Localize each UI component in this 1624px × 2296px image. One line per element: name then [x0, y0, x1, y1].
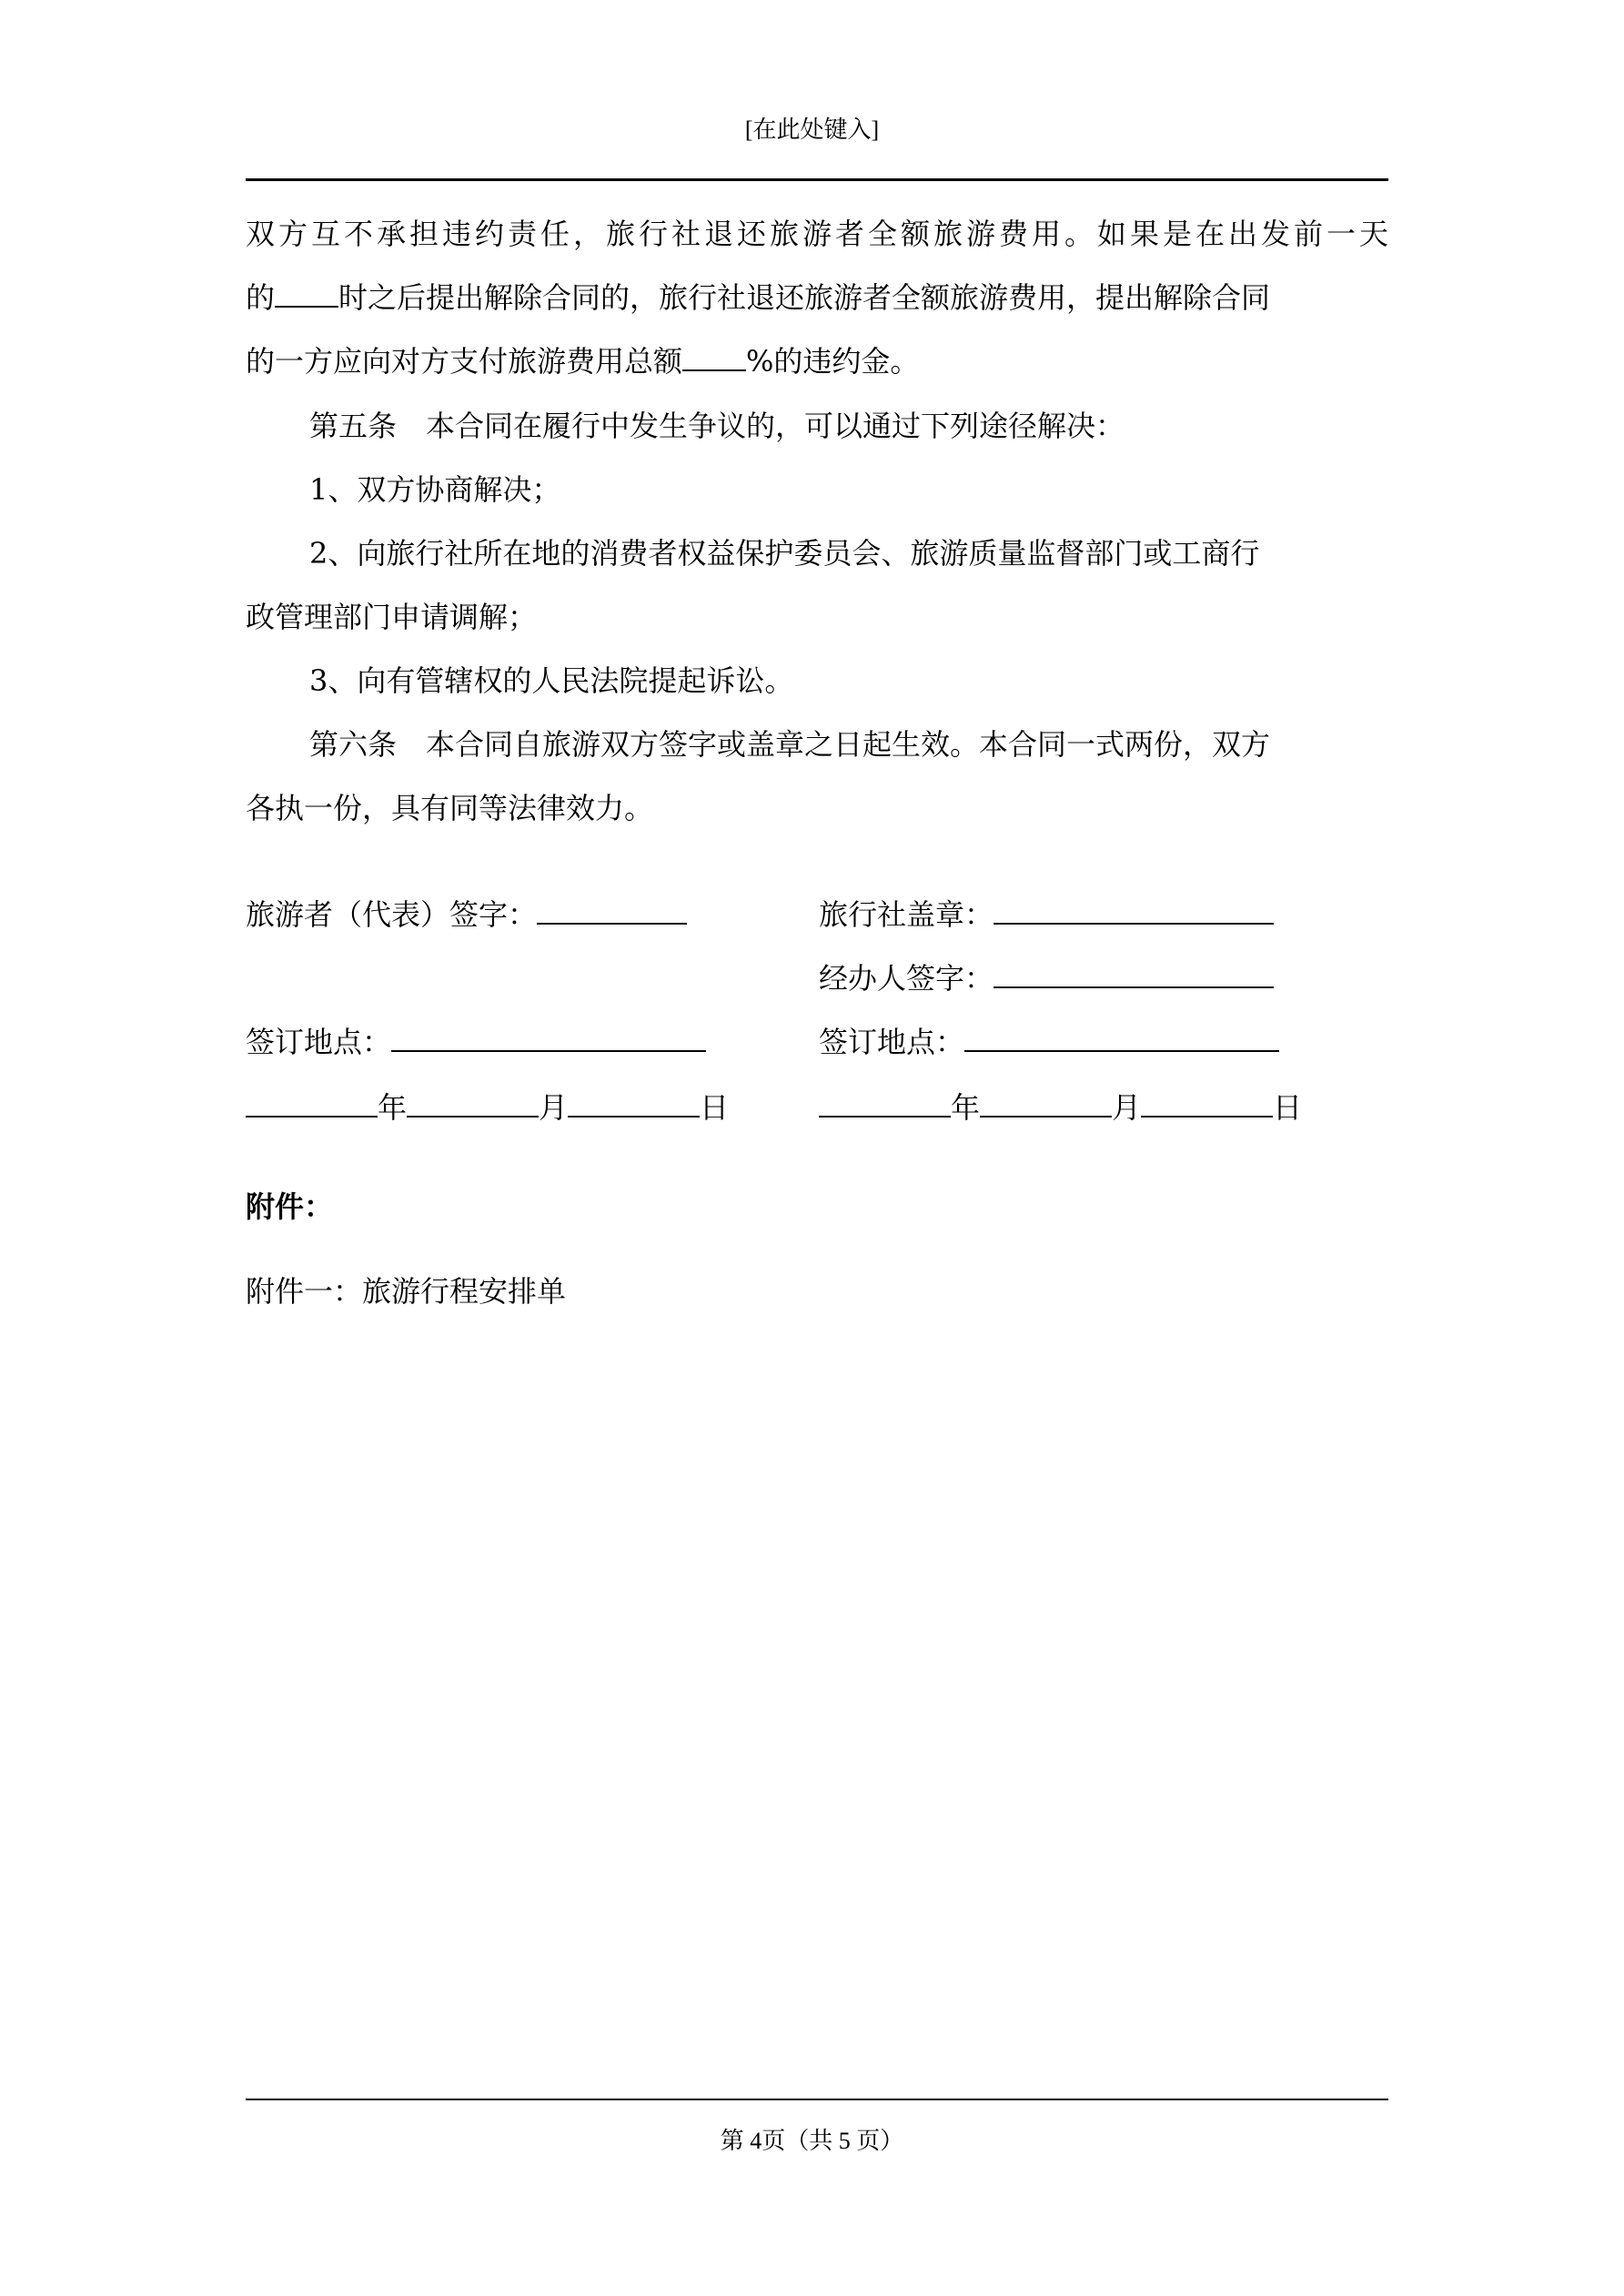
month-blank[interactable]	[407, 1087, 539, 1118]
place-left-blank[interactable]	[391, 1021, 706, 1052]
day-blank[interactable]	[1141, 1087, 1273, 1118]
percent-blank[interactable]	[682, 340, 746, 371]
footer-rule	[246, 2099, 1388, 2100]
place-right-blank[interactable]	[964, 1021, 1279, 1052]
article-6-continuation: 各执一份，具有同等法律效力。	[246, 791, 654, 825]
hours-blank[interactable]	[275, 277, 338, 308]
paragraph-line	[246, 329, 919, 394]
text: 时之后提出解除合同的，旅行社退还旅游者全额旅游费用，提出解除合同	[338, 280, 1271, 315]
day-label: 日	[1273, 1090, 1303, 1125]
agency-seal-blank[interactable]	[994, 894, 1274, 925]
place-right	[819, 1009, 1279, 1075]
place-right-label: 签订地点：	[819, 1025, 965, 1059]
handler-sign-blank[interactable]	[994, 957, 1274, 988]
place-left-label: 签订地点：	[246, 1025, 392, 1059]
agency-seal-label: 旅行社盖章：	[819, 897, 994, 932]
date-right	[819, 1075, 1302, 1140]
tourist-sign-label: 旅游者（代表）签字：	[246, 897, 538, 932]
page-footer: 第 4页（共 5 页）	[720, 2128, 904, 2154]
list-item: 1、双方协商解决；	[309, 472, 561, 507]
tourist-signature	[246, 882, 687, 947]
month-blank[interactable]	[980, 1087, 1112, 1118]
article-6: 第六条 本合同自旅游双方签字或盖章之日起生效。本合同一式两份，双方	[309, 727, 1271, 762]
attachment-item: 附件一：旅游行程安排单	[246, 1274, 567, 1309]
list-item: 3、向有管辖权的人民法院提起诉讼。	[309, 663, 794, 698]
year-blank[interactable]	[246, 1087, 378, 1118]
text: %的违约金。	[746, 344, 920, 379]
list-item: 2、向旅行社所在地的消费者权益保护委员会、旅游质量监督部门或工商行	[309, 536, 1260, 571]
text: 的一方应向对方支付旅游费用总额	[246, 344, 683, 379]
place-left	[246, 1009, 706, 1075]
handler-sign-label: 经办人签字：	[819, 961, 994, 996]
header-rule	[246, 178, 1388, 181]
year-label: 年	[951, 1090, 981, 1125]
month-label: 月	[1112, 1090, 1142, 1125]
handler-signature	[819, 946, 1274, 1011]
date-left	[246, 1075, 729, 1140]
paragraph-line: 双方互不承担违约责任，旅行社退还旅游者全额旅游费用。如果是在出发前一天	[246, 217, 1388, 251]
agency-seal	[819, 882, 1274, 947]
article-5: 第五条 本合同在履行中发生争议的，可以通过下列途径解决：	[309, 409, 1125, 443]
tourist-sign-blank[interactable]	[537, 894, 687, 925]
day-label: 日	[700, 1090, 730, 1125]
month-label: 月	[539, 1090, 569, 1125]
page-header: [在此处键入]	[744, 116, 880, 143]
list-item-continuation: 政管理部门申请调解；	[246, 600, 538, 634]
year-blank[interactable]	[819, 1087, 951, 1118]
year-label: 年	[378, 1090, 408, 1125]
day-blank[interactable]	[568, 1087, 700, 1118]
attachments-heading: 附件：	[246, 1189, 334, 1224]
text: 的	[246, 280, 276, 315]
paragraph-line	[246, 265, 1270, 330]
